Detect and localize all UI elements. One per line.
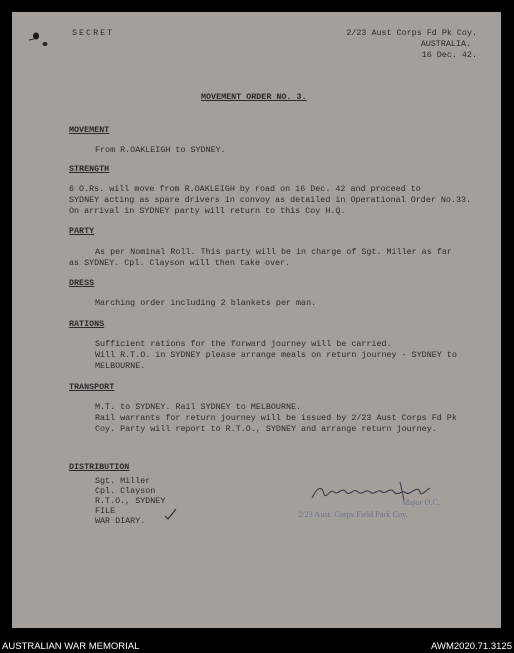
distribution-item: R.T.O., SYDNEY: [95, 496, 166, 506]
transport-line: Coy. Party will report to R.T.O., SYDNEY and arrange return journey.: [95, 424, 437, 434]
document-page: [12, 12, 501, 628]
footer-accession-number: AWM2020.71.3125: [431, 641, 512, 652]
heading-party: PARTY: [69, 226, 95, 236]
heading-distribution: DISTRIBUTION: [69, 462, 130, 472]
dress-text: Marching order including 2 blankets per man.: [95, 298, 317, 308]
party-line: As per Nominal Roll. This party will be in charge of Sgt. Miller as far: [95, 247, 452, 257]
transport-line: Rail warrants for return journey will be issued by 2/23 Aust Corps Fd Pk: [95, 413, 457, 423]
rations-line: MELBOURNE.: [95, 361, 146, 371]
strength-line: On arrival in SYDNEY party will return to this Coy H.Q.: [69, 206, 346, 216]
heading-strength: STRENGTH: [69, 164, 110, 174]
rations-line: Sufficient rations for the forward journey will be carried.: [95, 339, 392, 349]
party-line: as SYDNEY. Cpl. Clayson will then take over.: [69, 258, 291, 268]
heading-movement: MOVEMENT: [69, 125, 110, 135]
check-mark-icon: [164, 507, 178, 521]
classification-label: SECRET: [72, 28, 115, 38]
stamp-rank: Major O.C.: [402, 498, 441, 507]
distribution-item: FILE: [95, 506, 116, 516]
footer-institution: AUSTRALIAN WAR MEMORIAL: [2, 641, 140, 652]
punch-hole-marks: [26, 28, 54, 50]
unit-name: 2/23 Aust Corps Fd Pk Coy.: [346, 28, 477, 38]
heading-transport: TRANSPORT: [69, 382, 115, 392]
document-title: MOVEMENT ORDER NO. 3.: [201, 92, 307, 102]
unit-stamp: [298, 497, 468, 521]
heading-dress: DRESS: [69, 278, 95, 288]
heading-rations: RATIONS: [69, 319, 105, 329]
movement-text: From R.OAKLEIGH to SYDNEY.: [95, 145, 226, 155]
document-date: 16 Dec. 42.: [421, 50, 477, 60]
distribution-item: WAR DIARY.: [95, 516, 146, 526]
distribution-item: Sgt. Miller: [95, 476, 151, 486]
transport-line: M.T. to SYDNEY. Rail SYDNEY to MELBOURNE.: [95, 402, 302, 412]
stamp-unit: 2/23 Aust. Corps Field Park Coy.: [298, 510, 408, 519]
rations-line: Will R.T.O. in SYDNEY please arrange meals on return journey - SYDNEY to: [95, 350, 457, 360]
unit-location: AUSTRALIA.: [420, 39, 471, 49]
distribution-item: Cpl. Clayson: [95, 486, 156, 496]
strength-line: SYDNEY acting as spare drivers in convoy as detailed in Operational Order No.33.: [69, 195, 472, 205]
strength-line: 6 O.Rs. will move from R.OAKLEIGH by road on 16 Dec. 42 and proceed to: [69, 184, 421, 194]
